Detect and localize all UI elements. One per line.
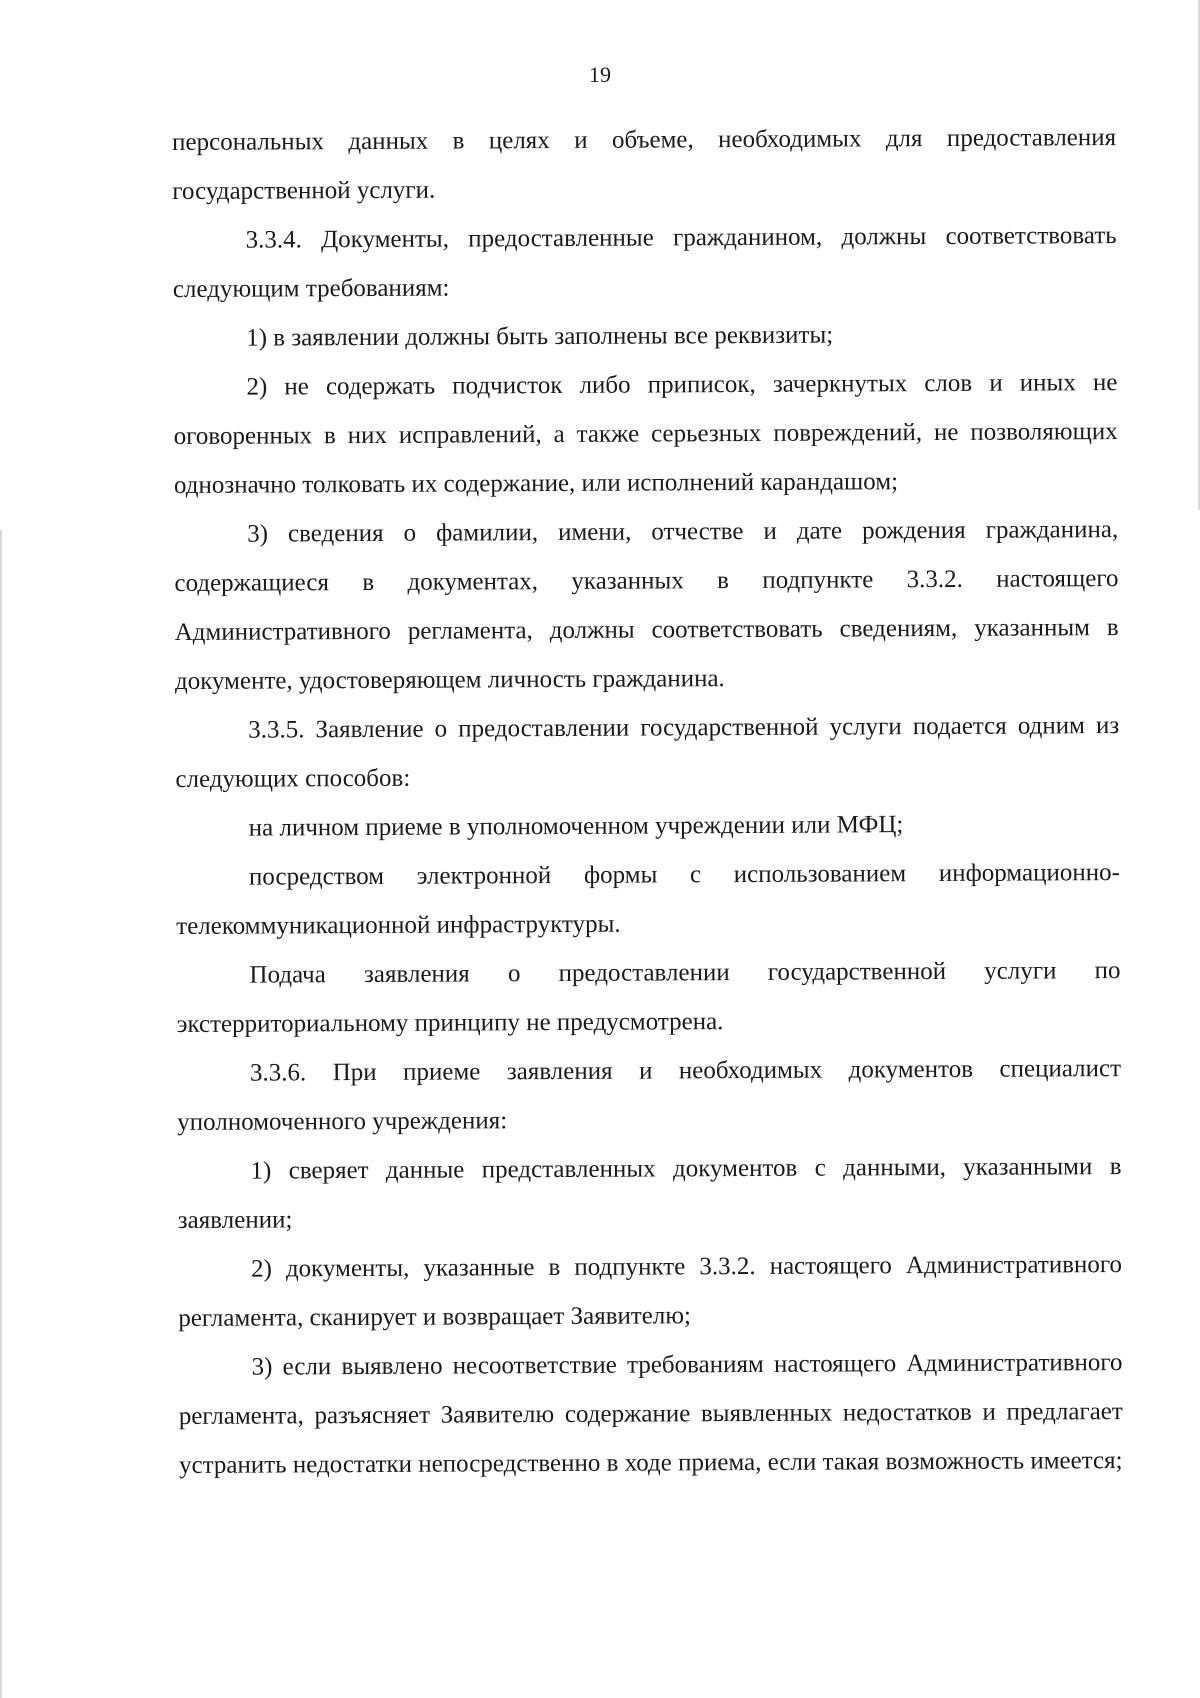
method-in-person: на личном приеме в уполномоченном учреждении или МФЦ;	[248, 811, 904, 842]
paragraph-3-3-4: 3.3.4. Документы, предоставленные гражданином, должны соответствовать следующим требованиям:	[172, 222, 1117, 303]
step-item-1: 1) сверяет данные представленных документов с данными, указанными в заявлении;	[177, 1153, 1122, 1234]
document-body	[172, 113, 1123, 1490]
list-item-2: 2) не содержать подчисток либо приписок, зачеркнутых слов и иных не оговоренных в них исправлений, а также серьезных повреждений, не позволяющих однозначно толковать их содержание, или исполнений карандашом;	[173, 369, 1118, 499]
step-item-3: 3) если выявлено несоответствие требованиям настоящего Административного регламента, разъясняет Заявителю содержание выявленных недостатков и предлагает устранить недостатки непосредственно в ходе приема, если такая возможность имеется;	[178, 1349, 1123, 1479]
list-item-3: 3) сведения о фамилии, имени, отчестве и дате рождения гражданина, содержащиеся в документах, указанных в подпункте 3.3.2. настоящего Административного регламента, должны соответствовать сведениям, указанным в документе, удостоверяющем личность гражданина.	[174, 516, 1119, 695]
list-item-1: 1) в заявлении должны быть заполнены все реквизиты;	[246, 321, 834, 352]
scan-edge-left	[0, 530, 3, 1698]
method-electronic: посредством электронной формы с использованием информационно-телекоммуникационной инфраструктуры.	[176, 859, 1121, 940]
paragraph-continuation: персональных данных в целях и объеме, необходимых для предоставления государственной услуги.	[172, 124, 1117, 205]
paragraph-extraterritorial: Подача заявления о предоставлении государственной услуги по экстерриториальному принципу не предусмотрена.	[176, 957, 1121, 1038]
paragraph-3-3-6: 3.3.6. При приеме заявления и необходимых документов специалист уполномоченного учреждения:	[177, 1055, 1122, 1136]
paragraph-3-3-5: 3.3.5. Заявление о предоставлении государственной услуги подается одним из следующих способов:	[175, 712, 1120, 793]
page-number: 19	[589, 62, 611, 87]
step-item-2: 2) документы, указанные в подпункте 3.3.2. настоящего Административного регламента, сканирует и возвращает Заявителю;	[178, 1251, 1123, 1332]
